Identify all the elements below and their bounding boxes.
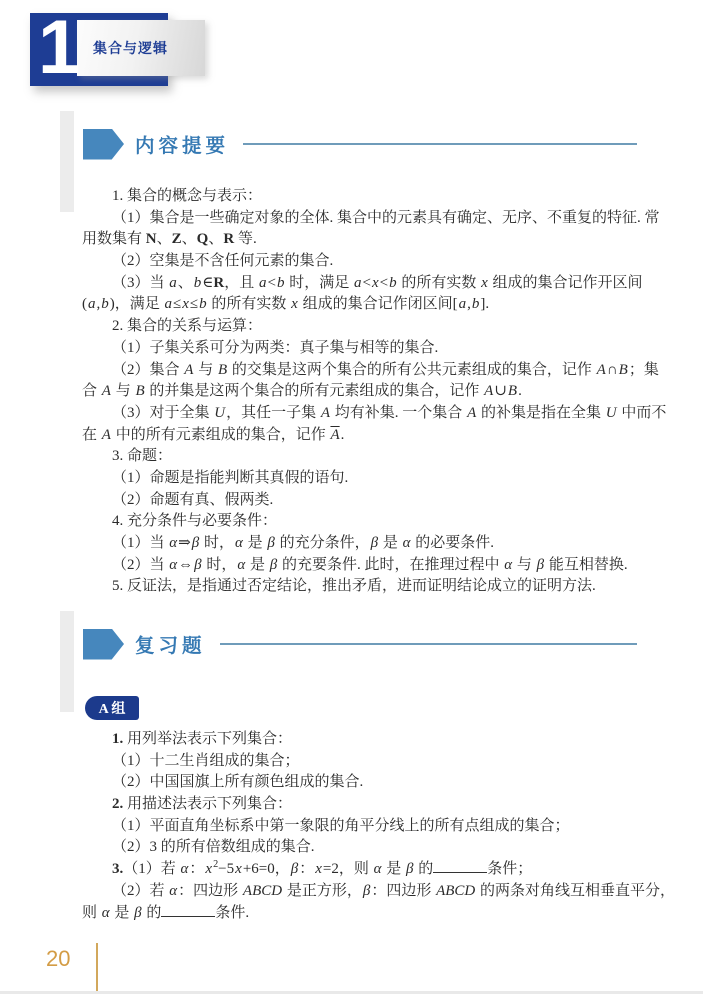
text-line: （2）空集是不含任何元素的集合. — [112, 253, 334, 270]
section-arrow-icon — [83, 129, 124, 160]
chapter-banner — [0, 0, 280, 110]
text-line: 合 A 与 B 的并集是这两个集合的所有元素组成的集合，记作 A∪B. — [82, 383, 522, 400]
text-line: 1. 用列举法表示下列集合： — [112, 731, 293, 747]
text-line: （2）集合 A 与 B 的交集是这两个集合的所有公共元素组成的集合，记作 A∩B；集 — [112, 361, 659, 378]
text-line: (a,b)，满足 a≤x≤b 的所有实数 x 组成的集合记作闭区间[a,b]. — [82, 296, 490, 313]
section-header-summary — [83, 128, 637, 160]
text-line: 在 A 中的所有元素组成的集合，记作 $\overline{A}$. — [82, 426, 345, 443]
text-line: （2）中国国旗上所有颜色组成的集合. — [112, 774, 364, 791]
text-line: 用数集有 N、Z、Q、R 等. — [82, 231, 257, 248]
text-line: （3）当 a、b∈R，且 a<b 时，满足 a<x<b 的所有实数 x 组成的集合记作开区间 — [112, 274, 643, 291]
text-line: （2）当 α⇔β 时，α 是 β 的充要条件. 此时，在推理过程中 α 与 β 能互相替换. — [112, 556, 628, 573]
text-line: 5. 反证法，是指通过否定结论，推出矛盾，进而证明结论成立的证明方法. — [112, 578, 596, 595]
decor-strip — [60, 611, 74, 712]
text-line: （1）十二生肖组成的集合； — [112, 752, 300, 769]
text-line: 2. 用描述法表示下列集合： — [112, 796, 293, 813]
section-divider — [220, 643, 637, 645]
text-line: （1）平面直角坐标系中第一象限的角平分线上的所有点组成的集合； — [112, 817, 570, 834]
group-a-badge: A 组 — [85, 696, 139, 720]
section-title: 内容提要 — [135, 135, 230, 157]
chapter-title: 集合与逻辑 — [77, 20, 205, 76]
text-line: （1）集合是一些确定对象的全体. 集合中的元素具有确定、无序、不重复的特征. 常 — [112, 209, 660, 226]
section-divider — [243, 143, 637, 145]
text-line: 则 α 是 β 的 条件. — [82, 904, 250, 921]
footer-divider — [96, 943, 98, 992]
text-line: 2. 集合的关系与运算： — [112, 318, 263, 335]
decor-strip — [60, 111, 74, 212]
section-arrow-icon — [83, 629, 124, 660]
chapter-number: 1 — [38, 5, 81, 90]
text-line: 3. 命题： — [112, 448, 173, 465]
text-line: （2）若 α：四边形 ABCD 是正方形，β：四边形 ABCD 的两条对角线互相垂直平分， — [112, 882, 676, 899]
text-line: （2）命题有真、假两类. — [112, 491, 274, 508]
section-body-summary — [82, 186, 667, 598]
text-line: 3.（1）若 α：$x^2-5x+6=0$，β：x=2，则 α 是 β 的 条件； — [112, 859, 533, 878]
text-line: （3）对于全集 U，其任一子集 A 均有补集. 一个集合 A 的补集是指在全集 U 中而不 — [112, 404, 667, 421]
text-line: （1）命题是指能判断其真假的语句. — [112, 469, 349, 486]
text-line: （1）子集关系可分为两类：真子集与相等的集合. — [112, 339, 439, 356]
text-line: （2）3 的所有倍数组成的集合. — [112, 839, 315, 856]
section-title: 复习题 — [135, 635, 206, 657]
text-line: 1. 集合的概念与表示： — [112, 188, 263, 204]
page-number: 20 — [46, 946, 71, 971]
text-line: （1）当 α⇒β 时，α 是 β 的充分条件，β 是 α 的必要条件. — [112, 535, 494, 551]
section-body-review — [82, 729, 676, 924]
text-line: 4. 充分条件与必要条件： — [112, 513, 278, 530]
section-header-review — [83, 628, 637, 660]
